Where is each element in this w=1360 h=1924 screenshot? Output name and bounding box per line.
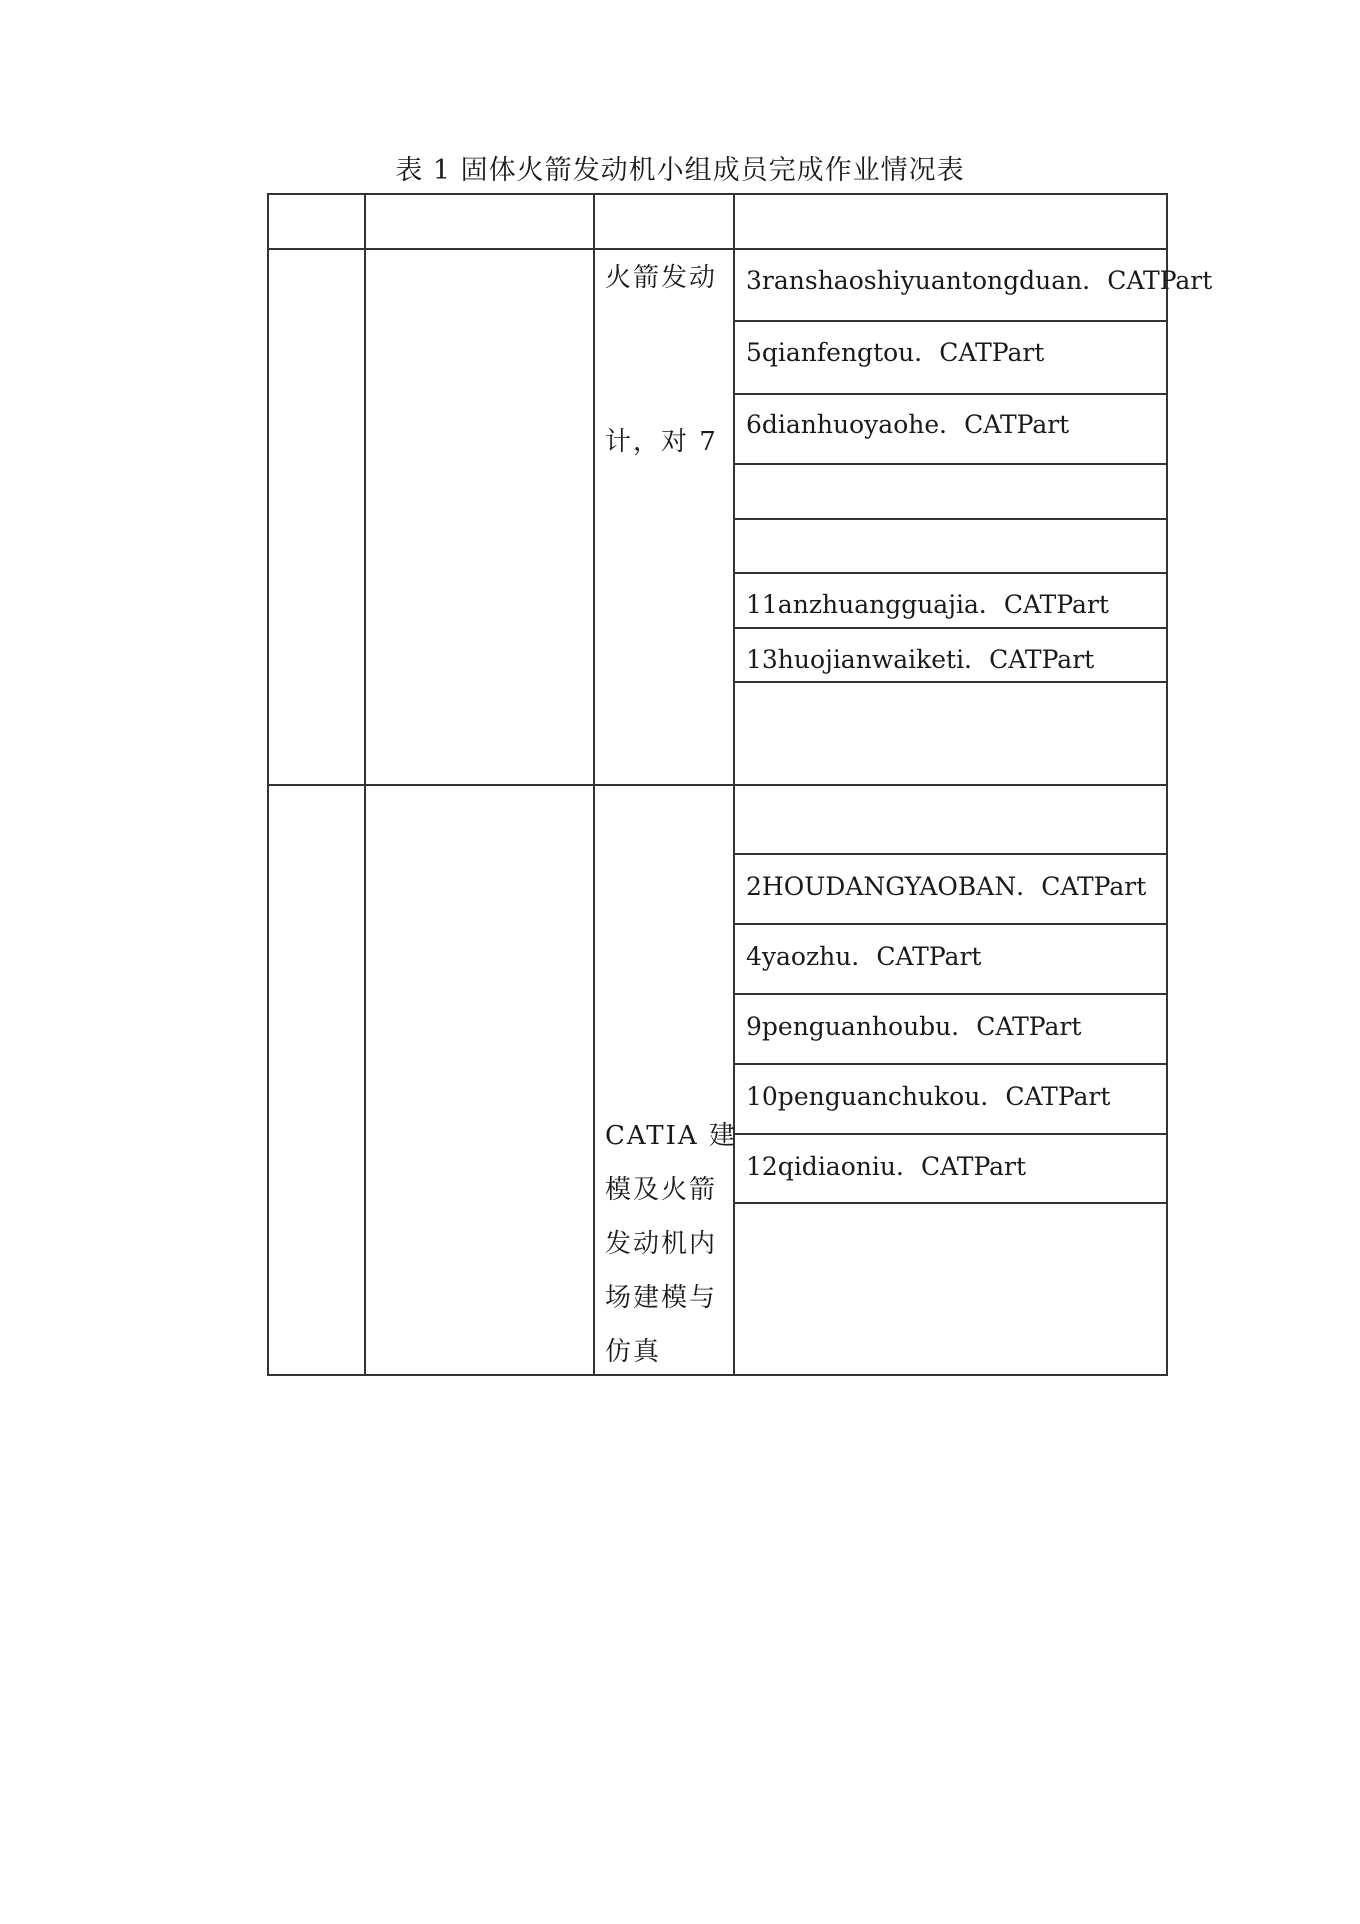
- file-name: 4yaozhu．CATPart: [746, 942, 982, 971]
- file-name: 12qidiaoniu．CATPart: [746, 1152, 1027, 1181]
- file-name: 9penguanhoubu．CATPart: [746, 1012, 1082, 1041]
- file-row-divider: [733, 320, 1168, 322]
- group-divider: [267, 784, 1168, 786]
- file-row-divider: [733, 1063, 1168, 1065]
- table-border-top: [267, 193, 1168, 195]
- file-row-divider: [733, 1202, 1168, 1204]
- group2-task-line: 仿真: [605, 1337, 662, 1367]
- group2-task-line: CATIA 建: [605, 1121, 737, 1151]
- file-name: 2HOUDANGYAOBAN．CATPart: [746, 872, 1147, 901]
- file-row-divider: [733, 627, 1168, 629]
- file-name: 13huojianwaiketi．CATPart: [746, 645, 1095, 674]
- file-row-divider: [733, 518, 1168, 520]
- file-name: 10penguanchukou．CATPart: [746, 1082, 1111, 1111]
- header-row-divider: [267, 248, 1168, 250]
- table-caption: 表 1 固体火箭发动机小组成员完成作业情况表: [395, 155, 965, 186]
- file-row-divider: [733, 923, 1168, 925]
- file-name: 3ranshaoshiyuantongduan．CATPart: [746, 266, 1213, 295]
- file-row-divider: [733, 572, 1168, 574]
- group2-task-line: 场建模与: [605, 1283, 718, 1313]
- file-name: 5qianfengtou．CATPart: [746, 338, 1045, 367]
- group2-task-line: 发动机内: [605, 1229, 718, 1259]
- file-row-divider: [733, 393, 1168, 395]
- group1-task-line: 计，对 7: [605, 427, 718, 457]
- file-row-divider: [733, 1133, 1168, 1135]
- file-name: 11anzhuangguajia．CATPart: [746, 590, 1109, 619]
- file-row-divider: [733, 993, 1168, 995]
- file-row-divider: [733, 681, 1168, 683]
- table-border-bottom: [267, 1374, 1168, 1376]
- file-name: 6dianhuoyaohe．CATPart: [746, 410, 1070, 439]
- group2-task-line: 模及火箭: [605, 1175, 718, 1205]
- group1-task-line: 火箭发动: [605, 263, 718, 293]
- file-row-divider: [733, 463, 1168, 465]
- file-row-divider: [733, 853, 1168, 855]
